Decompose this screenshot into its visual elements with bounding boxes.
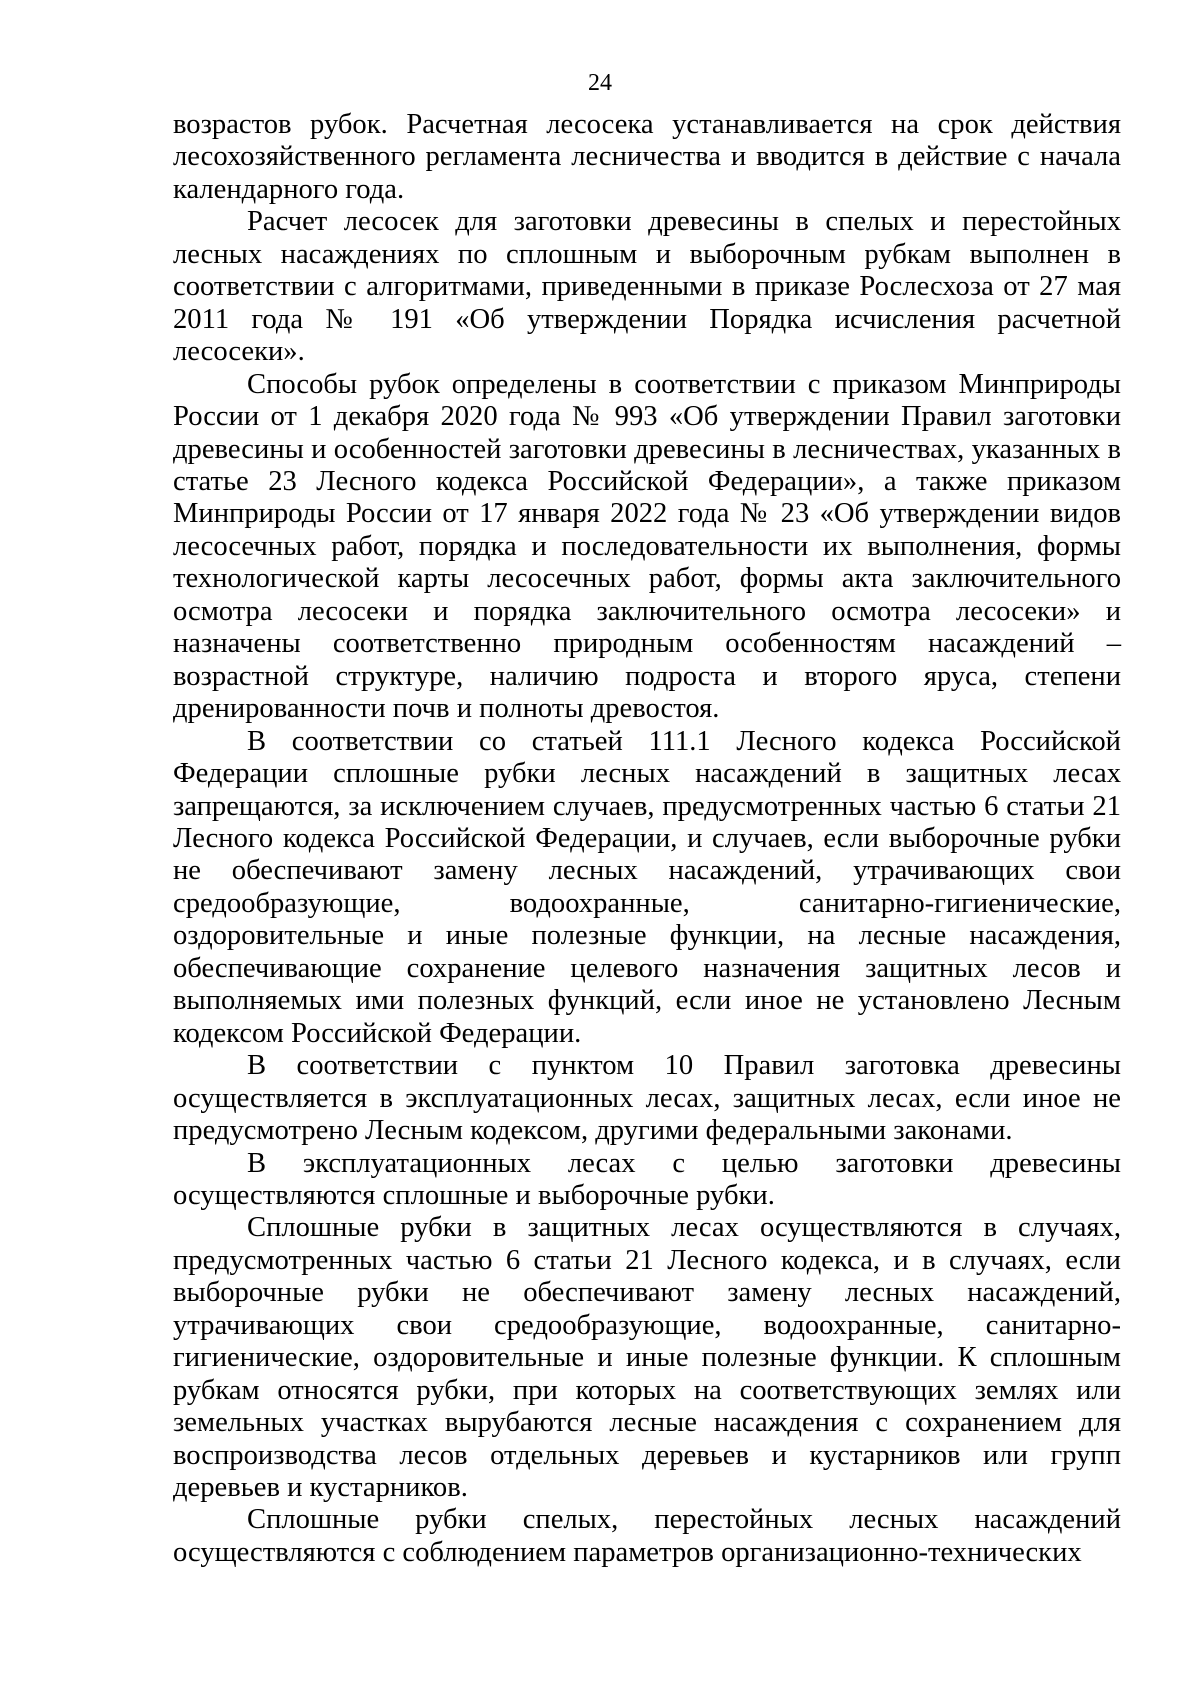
paragraph-clear-cutting-mature: Сплошные рубки спелых, перестойных лесных насаждений осуществляются с соблюдением параметров организационно-технических	[173, 1504, 1121, 1568]
document-body	[173, 109, 1121, 1569]
paragraph-clear-cutting-protective: Сплошные рубки в защитных лесах осуществляются в случаях, предусмотренных частью 6 статьи 21 Лесного кодекса, и в случаях, если выборочные рубки не обеспечивают замену лесных насаждений, утрачивающих свои средообразующие, водоохранные, санитарно-гигиенические, оздоровительные и иные полезные функции. К сплошным рубкам относятся рубки, при которых на соответствующих землях или земельных участках вырубаются лесные насаждения с сохранением для воспроизводства лесов отдельных деревьев и кустарников или групп деревьев и кустарников.	[173, 1212, 1121, 1504]
paragraph-article-111-1: В соответствии со статьей 111.1 Лесного кодекса Российской Федерации сплошные рубки лесных насаждений в защитных лесах запрещаются, за исключением случаев, предусмотренных частью 6 статьи 21 Лесного кодекса Российской Федерации, и случаев, если выборочные рубки не обеспечивают замену лесных насаждений, утрачивающих свои средообразующие, водоохранные, санитарно-гигиенические, оздоровительные и иные полезные функции, на лесные насаждения, обеспечивающие сохранение целевого назначения защитных лесов и выполняемых ими полезных функций, если иное не установлено Лесным кодексом Российской Федерации.	[173, 725, 1121, 1049]
paragraph-exploitation-forests: В эксплуатационных лесах с целью заготовки древесины осуществляются сплошные и выборочные рубки.	[173, 1147, 1121, 1211]
paragraph-cutting-methods: Способы рубок определены в соответствии с приказом Минприроды России от 1 декабря 2020 года № 993 «Об утверждении Правил заготовки древесины и особенностей заготовки древесины в лесничествах, указанных в статье 23 Лесного кодекса Российской Федерации», а также приказом Минприроды России от 17 января 2022 года № 23 «Об утверждении видов лесосечных работ, порядка и последовательности их выполнения, формы технологической карты лесосечных работ, формы акта заключительного осмотра лесосеки и порядка заключительного осмотра лесосеки» и назначены соответственно природным особенностям насаждений – возрастной структуре, наличию подроста и второго яруса, степени дренированности почв и полноты древостоя.	[173, 368, 1121, 725]
paragraph-continued: возрастов рубок. Расчетная лесосека устанавливается на срок действия лесохозяйственного регламента лесничества и вводится в действие с начала календарного года.	[173, 109, 1121, 205]
page-number: 24	[588, 70, 612, 96]
paragraph-rule-10: В соответствии с пунктом 10 Правил заготовка древесины осуществляется в эксплуатационных лесах, защитных лесах, если иное не предусмотрено Лесным кодексом, другими федеральными законами.	[173, 1050, 1121, 1147]
paragraph-cutting-area-calculation: Расчет лесосек для заготовки древесины в спелых и перестойных лесных насаждениях по сплошным и выборочным рубкам выполнен в соответствии с алгоритмами, приведенными в приказе Рослесхоза от 27 мая 2011 года № 191 «Об утверждении Порядка исчисления расчетной лесосеки».	[173, 206, 1121, 368]
